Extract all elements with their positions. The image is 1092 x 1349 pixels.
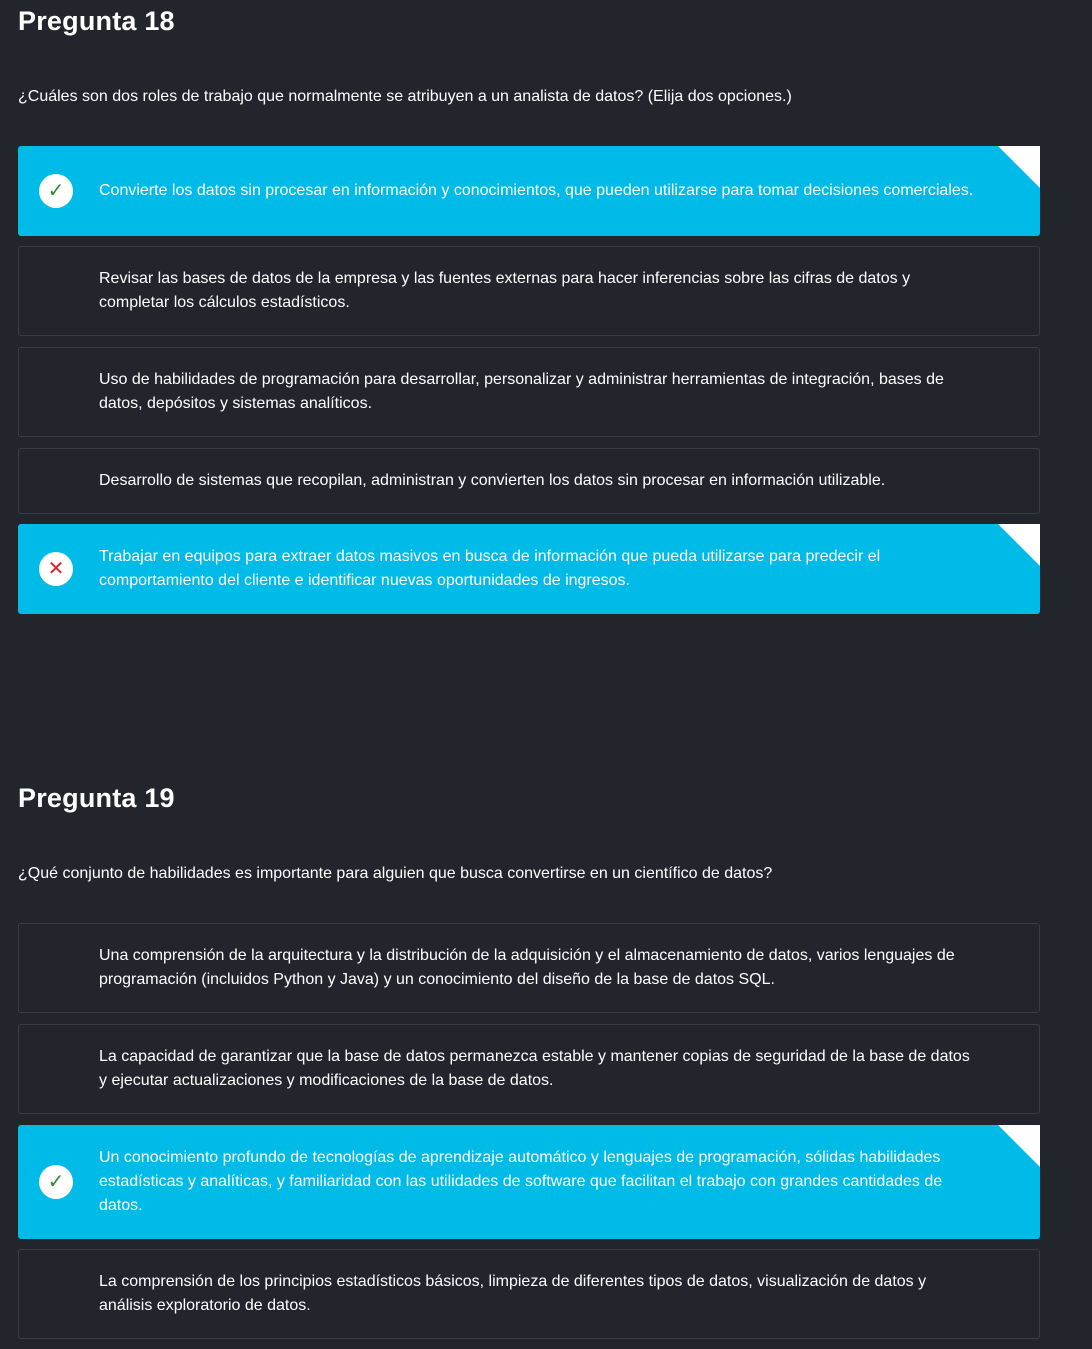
corner-fold-icon (998, 524, 1040, 566)
question-title: Pregunta 19 (18, 783, 175, 813)
answer-option-selected-correct[interactable] (18, 1125, 1040, 1239)
answer-option-selected-incorrect[interactable] (18, 524, 1040, 614)
cross-icon: ✕ (39, 552, 73, 586)
answer-option[interactable] (18, 923, 1040, 1013)
question-text: ¿Cuáles son dos roles de trabajo que normalmente se atribuyen a un analista de datos? (Elija dos opciones.) (18, 88, 792, 105)
answer-option[interactable] (18, 1024, 1040, 1114)
option-text: Desarrollo de sistemas que recopilan, administran y convierten los datos sin procesar en información utilizable. (99, 472, 886, 489)
corner-fold-icon (998, 1125, 1040, 1167)
option-text: La capacidad de garantizar que la base de datos permanezca estable y mantener copias de seguridad de la base de datos y ejecutar actualizaciones y modificaciones de la base de datos. (99, 1048, 970, 1089)
checkmark-icon: ✓ (39, 1165, 73, 1199)
option-text: Trabajar en equipos para extraer datos masivos en busca de información que pueda utilizarse para predecir el comportamiento del cliente e identificar nuevas oportunidades de ingresos. (99, 548, 881, 589)
question-title: Pregunta 18 (18, 6, 175, 36)
option-text: Una comprensión de la arquitectura y la distribución de la adquisición y el almacenamiento de datos, varios lenguajes de programación (incluidos Python y Java) y un conocimiento del diseño de la base de datos SQL. (99, 947, 955, 988)
answer-option[interactable] (18, 448, 1040, 514)
answer-option-selected-correct[interactable] (18, 146, 1040, 236)
answer-option[interactable] (18, 1249, 1040, 1339)
checkmark-icon: ✓ (39, 174, 73, 208)
answer-option[interactable] (18, 347, 1040, 437)
option-text: Uso de habilidades de programación para desarrollar, personalizar y administrar herramientas de integración, bases de datos, depósitos y sistemas analíticos. (99, 371, 944, 412)
option-text: Convierte los datos sin procesar en información y conocimientos, que pueden utilizarse para tomar decisiones comerciales. (99, 182, 974, 199)
option-text: La comprensión de los principios estadísticos básicos, limpieza de diferentes tipos de datos, visualización de datos y análisis exploratorio de datos. (99, 1273, 927, 1314)
option-text: Revisar las bases de datos de la empresa y las fuentes externas para hacer inferencias sobre las cifras de datos y completar los cálculos estadísticos. (99, 270, 911, 311)
question-text: ¿Qué conjunto de habilidades es importante para alguien que busca convertirse en un científico de datos? (18, 865, 773, 882)
question-19 (18, 782, 1042, 1314)
corner-fold-icon (998, 146, 1040, 188)
question-18 (18, 5, 1042, 589)
answer-option[interactable] (18, 246, 1040, 336)
option-text: Un conocimiento profundo de tecnologías de aprendizaje automático y lenguajes de programación, sólidas habilidades estadísticas y analíticas, y familiaridad con las utilidades de software que facilitan el trabajo con grandes cantidades de datos. (99, 1149, 943, 1214)
